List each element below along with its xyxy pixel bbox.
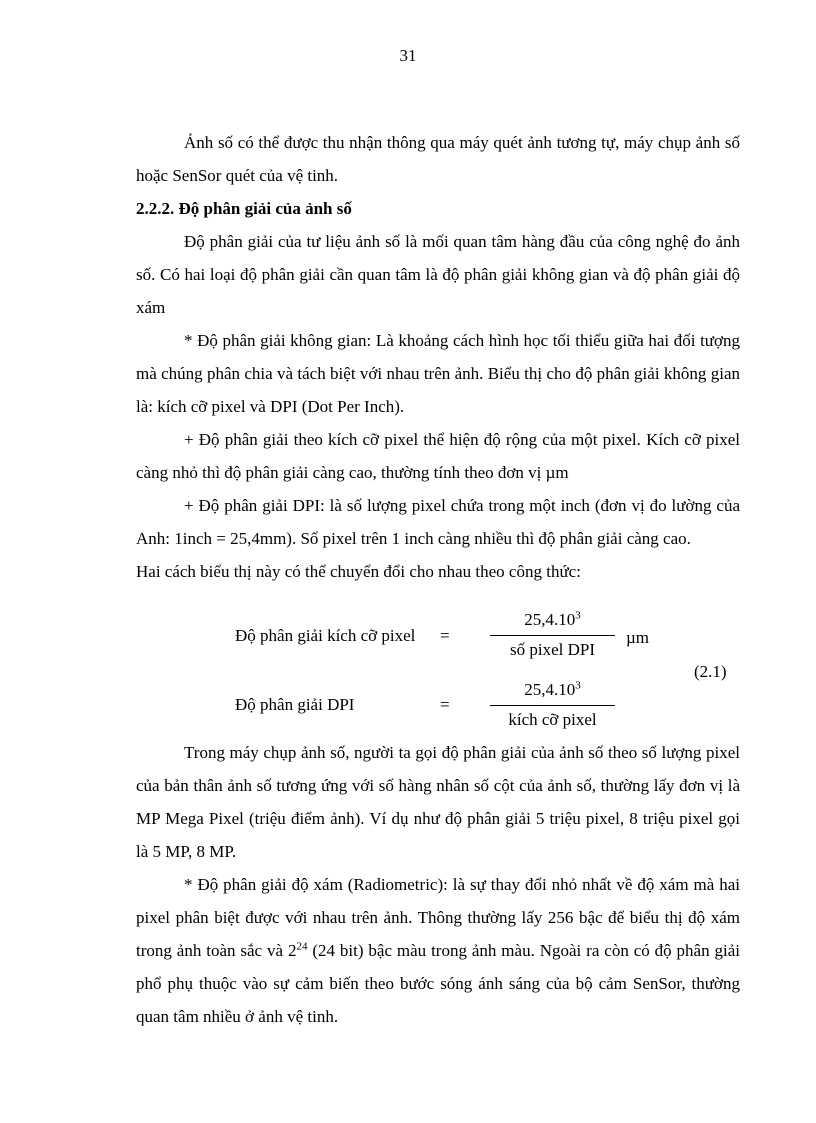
fraction-bar xyxy=(490,705,615,706)
formula-row1-label: Độ phân giải kích cỡ pixel xyxy=(235,626,416,645)
formula-number: (2.1) xyxy=(694,662,727,681)
text-block-bottom xyxy=(136,736,740,1033)
radiometric-paragraph: * Độ phân giải độ xám (Radiometric): là sự thay đổi nhỏ nhất về độ xám mà hai pixel phân biệt được với nhau trên ảnh. Thông thường lấy 256 bậc để biểu thị độ xám trong ảnh toàn sắc và $2^{24}$ (24 bit) bậc màu trong ảnh màu. Ngoài ra còn có độ phân giải phổ phụ thuộc vào sự cảm biến theo bước sóng ánh sáng của bộ cảm SenSor, thường quan tâm nhiều ở ảnh vệ tinh. xyxy=(136,875,740,1026)
formula-row2-fraction xyxy=(490,679,615,731)
formula-row1-fraction xyxy=(490,609,615,661)
conversion-intro: Hai cách biểu thị này có thể chuyển đổi cho nhau theo công thức: xyxy=(136,562,581,581)
text-block-top xyxy=(136,126,740,588)
formula-row1-denominator: số pixel DPI xyxy=(510,640,595,659)
section-heading: 2.2.2. Độ phân giải của ảnh số xyxy=(136,199,352,218)
intro-paragraph: Ảnh số có thể được thu nhận thông qua máy quét ảnh tương tự, máy chụp ảnh số hoặc SenSor quét của vệ tinh. xyxy=(136,133,740,185)
pixel-size-paragraph: + Độ phân giải theo kích cỡ pixel thể hiện độ rộng của một pixel. Kích cỡ pixel càng nhỏ thì độ phân giải càng cao, thường tính theo đơn vị µm xyxy=(136,430,740,482)
formula-row2-equals: = xyxy=(440,695,450,714)
dpi-paragraph: + Độ phân giải DPI: là số lượng pixel chứa trong một inch (đơn vị đo lường của Anh: 1inch = 25,4mm). Số pixel trên 1 inch càng nhiều thì độ phân giải càng cao. xyxy=(136,496,740,548)
spatial-resolution-paragraph: * Độ phân giải không gian: Là khoảng cách hình học tối thiểu giữa hai đối tượng mà chúng phân chia và tách biệt với nhau trên ảnh. Biểu thị cho độ phân giải không gian là: kích cỡ pixel và DPI (Dot Per Inch). xyxy=(136,331,740,416)
page-number: 31 xyxy=(399,46,417,65)
resolution-paragraph: Độ phân giải của tư liệu ảnh số là mối quan tâm hàng đầu của công nghệ đo ảnh số. Có hai loại độ phân giải cần quan tâm là độ phân giải không gian và độ phân giải độ xám xyxy=(136,232,740,317)
camera-resolution-paragraph: Trong máy chụp ảnh số, người ta gọi độ phân giải của ảnh số theo số lượng pixel của bản thân ảnh số tương ứng với số hàng nhân số cột của ảnh số, thường lấy đơn vị là MP Mega Pixel (triệu điểm ảnh). Ví dụ như độ phân giải 5 triệu pixel, 8 triệu pixel gọi là 5 MP, 8 MP. xyxy=(136,743,740,861)
formula-row2-denominator: kích cỡ pixel xyxy=(508,710,597,729)
formula-row1-numerator: 25,4.10$^3$ xyxy=(524,609,581,629)
formula-row1-unit: µm xyxy=(626,628,650,647)
formula-row2-numerator: 25,4.10$^3$ xyxy=(524,679,581,699)
formula-row1-equals: = xyxy=(440,626,450,645)
formula-row2-label: Độ phân giải DPI xyxy=(235,695,355,714)
fraction-bar xyxy=(490,635,615,636)
